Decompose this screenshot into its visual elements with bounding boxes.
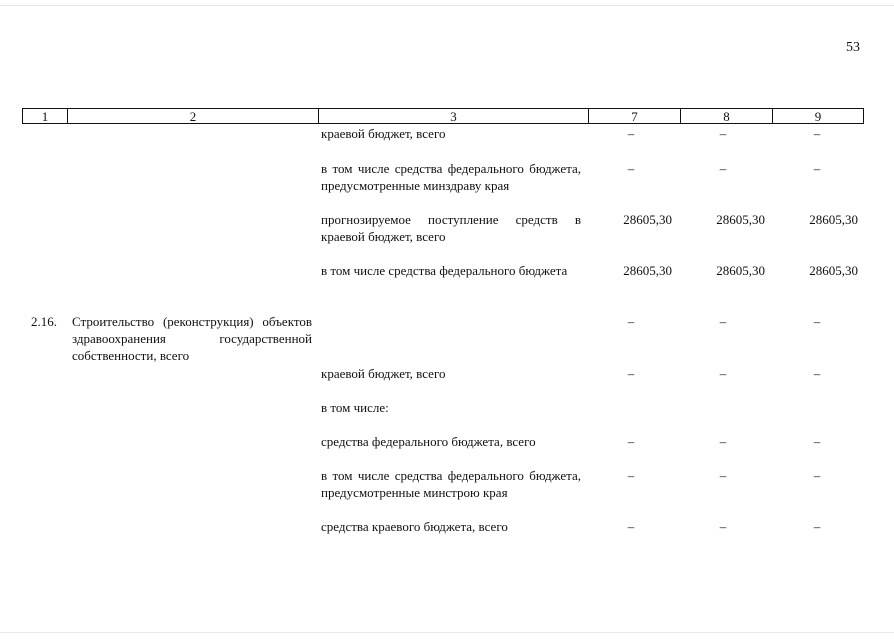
item-number: 2.16. — [31, 314, 57, 329]
row-label: краевой бюджет, всего — [321, 366, 446, 381]
row-label: средства федерального бюджета, всего — [321, 434, 536, 449]
row-value-col8: 28605,30 — [716, 263, 765, 278]
row-value-col8: – — [719, 314, 727, 329]
row-value-col8: – — [719, 519, 727, 534]
row-value-col7: – — [627, 314, 635, 329]
row-value-col8: 28605,30 — [716, 212, 765, 227]
item-title: Строительство (реконструкция) объектов здравоохранения государственной собственности, всего — [72, 314, 312, 363]
row-value-col7: – — [627, 126, 635, 141]
row-label: прогнозируемое поступление средств в краевой бюджет, всего — [321, 212, 581, 244]
row-value-col8: – — [719, 366, 727, 381]
row-value-col7: – — [627, 161, 635, 176]
row-label: средства краевого бюджета, всего — [321, 519, 508, 534]
header-col-7: 7 — [588, 109, 680, 123]
row-value-col9: – — [813, 126, 821, 141]
row-value-col8: – — [719, 468, 727, 483]
row-label: в том числе: — [321, 400, 389, 415]
row-value-col7: – — [627, 366, 635, 381]
row-value-col9: – — [813, 468, 821, 483]
row-value-col8: – — [719, 434, 727, 449]
row-label: в том числе средства федерального бюджета, предусмотренные минздраву края — [321, 161, 581, 193]
row-value-col7: 28605,30 — [623, 212, 672, 227]
row-value-col7: – — [627, 519, 635, 534]
header-col-9: 9 — [772, 109, 863, 123]
row-value-col8: – — [719, 161, 727, 176]
scan-artifact-line — [0, 5, 894, 6]
row-value-col9: – — [813, 314, 821, 329]
row-value-col9: – — [813, 161, 821, 176]
row-value-col9: – — [813, 366, 821, 381]
row-value-col7: – — [627, 434, 635, 449]
row-value-col9: – — [813, 519, 821, 534]
header-col-1: 1 — [41, 109, 49, 124]
row-label: краевой бюджет, всего — [321, 126, 446, 141]
table-header-row — [22, 108, 864, 124]
scan-artifact-line — [0, 632, 894, 633]
row-label: в том числе средства федерального бюджета — [321, 263, 568, 278]
header-col-2: 2 — [67, 109, 318, 123]
header-col-8: 8 — [680, 109, 772, 123]
row-value-col7: – — [627, 468, 635, 483]
page-number: 53 — [846, 40, 860, 55]
row-label: в том числе средства федерального бюджета, предусмотренные минстрою края — [321, 468, 581, 500]
header-col-3: 3 — [318, 109, 588, 123]
row-value-col9: 28605,30 — [809, 263, 858, 278]
row-value-col7: 28605,30 — [623, 263, 672, 278]
row-value-col9: – — [813, 434, 821, 449]
row-value-col9: 28605,30 — [809, 212, 858, 227]
row-value-col8: – — [719, 126, 727, 141]
